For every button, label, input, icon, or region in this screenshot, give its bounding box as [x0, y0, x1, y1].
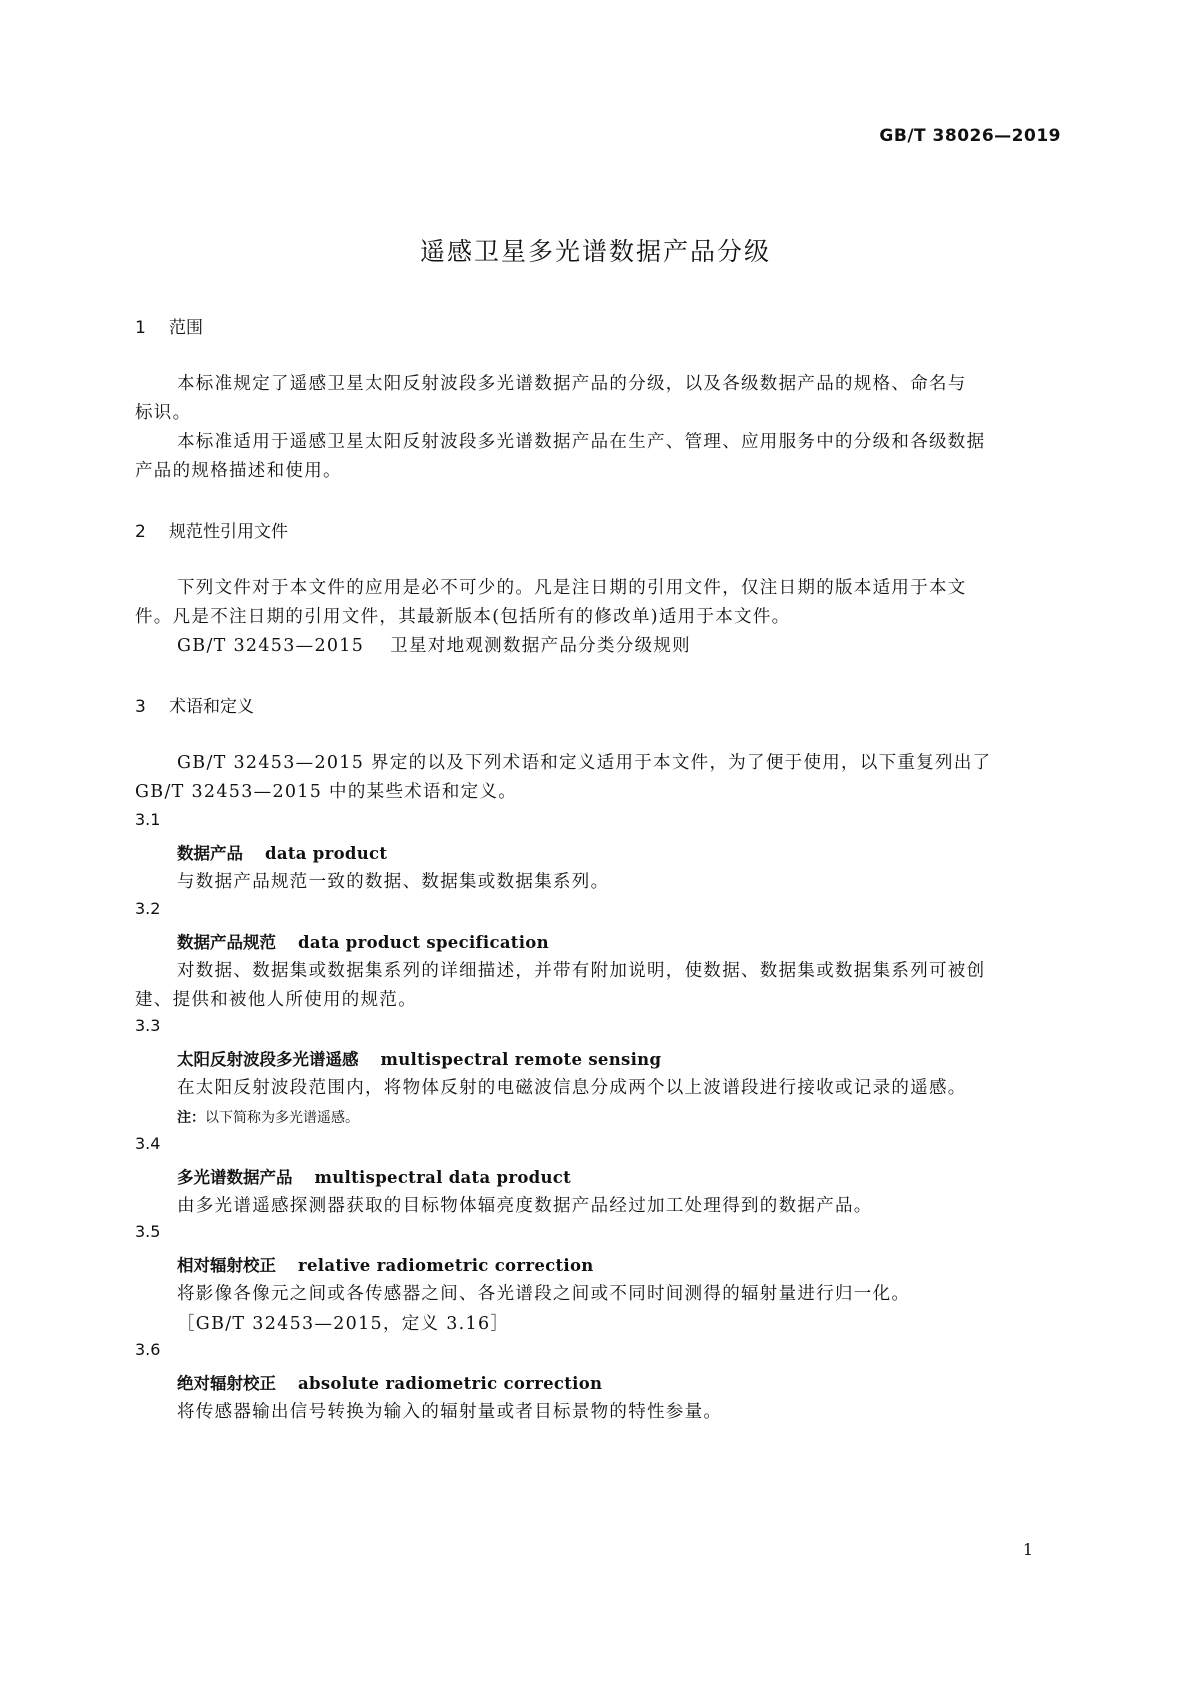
section-1-paragraph-1-line-2: 标识。	[135, 403, 192, 423]
term-number: 3.6	[135, 1340, 161, 1359]
term-definition-line-1: 对数据、数据集或数据集系列的详细描述，并带有附加说明，使数据、数据集或数据集系列可被创	[177, 961, 986, 981]
term-zh: 太阳反射波段多光谱遥感	[177, 1050, 359, 1069]
term-heading	[177, 1370, 602, 1394]
term-en: multispectral data product	[314, 1168, 572, 1187]
section-number: 1	[135, 318, 146, 338]
normative-reference	[177, 632, 691, 657]
section-2-paragraph-line-2: 件。凡是不注日期的引用文件，其最新版本(包括所有的修改单)适用于本文件。	[135, 607, 791, 627]
term-definition: 在太阳反射波段范围内，将物体反射的电磁波信息分成两个以上波谱段进行接收或记录的遥感。	[177, 1078, 967, 1098]
term-zh: 数据产品	[177, 844, 243, 863]
term-definition: 将传感器输出信号转换为输入的辐射量或者目标景物的特性参量。	[177, 1402, 723, 1422]
term-definition: 与数据产品规范一致的数据、数据集或数据集系列。	[177, 872, 610, 892]
term-en: multispectral remote sensing	[380, 1050, 662, 1069]
term-en: data product	[265, 844, 388, 863]
term-number: 3.3	[135, 1016, 161, 1035]
term-en: relative radiometric correction	[298, 1256, 594, 1275]
term-zh: 相对辐射校正	[177, 1256, 276, 1275]
section-title: 范围	[169, 318, 203, 338]
reference-title: 卫星对地观测数据产品分类分级规则	[390, 636, 691, 656]
term-heading	[177, 929, 549, 953]
section-title: 术语和定义	[169, 697, 254, 717]
term-number: 3.5	[135, 1222, 161, 1241]
reference-code: GB/T 32453—2015	[177, 636, 365, 656]
section-1-paragraph-1-line-1: 本标准规定了遥感卫星太阳反射波段多光谱数据产品的分级，以及各级数据产品的规格、命名与	[177, 374, 967, 394]
section-2-paragraph-line-1: 下列文件对于本文件的应用是必不可少的。凡是注日期的引用文件，仅注日期的版本适用于本文	[177, 578, 967, 598]
section-3-heading	[135, 692, 254, 717]
term-heading	[177, 1164, 571, 1188]
term-number: 3.4	[135, 1134, 161, 1153]
section-1-paragraph-2-line-2: 产品的规格描述和使用。	[135, 461, 342, 481]
term-en: data product specification	[298, 933, 549, 952]
section-number: 2	[135, 522, 146, 542]
section-3-paragraph-line-1: GB/T 32453—2015 界定的以及下列术语和定义适用于本文件，为了便于使用，以下重复列出了	[177, 753, 992, 773]
term-zh: 数据产品规范	[177, 933, 276, 952]
document-title: 遥感卫星多光谱数据产品分级	[419, 237, 771, 266]
page-number: 1	[1022, 1540, 1033, 1559]
section-1-paragraph-2-line-1: 本标准适用于遥感卫星太阳反射波段多光谱数据产品在生产、管理、应用服务中的分级和各级数据	[177, 432, 986, 452]
section-1-heading	[135, 313, 203, 338]
term-heading	[177, 1046, 661, 1070]
term-note	[177, 1107, 359, 1127]
section-title: 规范性引用文件	[169, 522, 288, 542]
term-definition: 将影像各像元之间或各传感器之间、各光谱段之间或不同时间测得的辐射量进行归一化。	[177, 1284, 911, 1304]
section-number: 3	[135, 697, 146, 717]
section-3-paragraph-line-2: GB/T 32453—2015 中的某些术语和定义。	[135, 782, 518, 802]
term-zh: 多光谱数据产品	[177, 1168, 293, 1187]
note-label: 注：	[177, 1110, 205, 1126]
term-heading	[177, 840, 387, 864]
term-number: 3.1	[135, 810, 161, 829]
section-2-heading	[135, 517, 288, 542]
term-number: 3.2	[135, 899, 161, 918]
document-code: GB/T 38026—2019	[879, 126, 1061, 146]
term-en: absolute radiometric correction	[298, 1374, 603, 1393]
term-zh: 绝对辐射校正	[177, 1374, 276, 1393]
term-definition-line-2: 建、提供和被他人所使用的规范。	[135, 990, 417, 1010]
term-source: ［GB/T 32453—2015，定义 3.16］	[177, 1314, 510, 1334]
term-heading	[177, 1252, 594, 1276]
term-definition: 由多光谱遥感探测器获取的目标物体辐亮度数据产品经过加工处理得到的数据产品。	[177, 1196, 873, 1216]
note-text: 以下简称为多光谱遥感。	[205, 1110, 359, 1126]
